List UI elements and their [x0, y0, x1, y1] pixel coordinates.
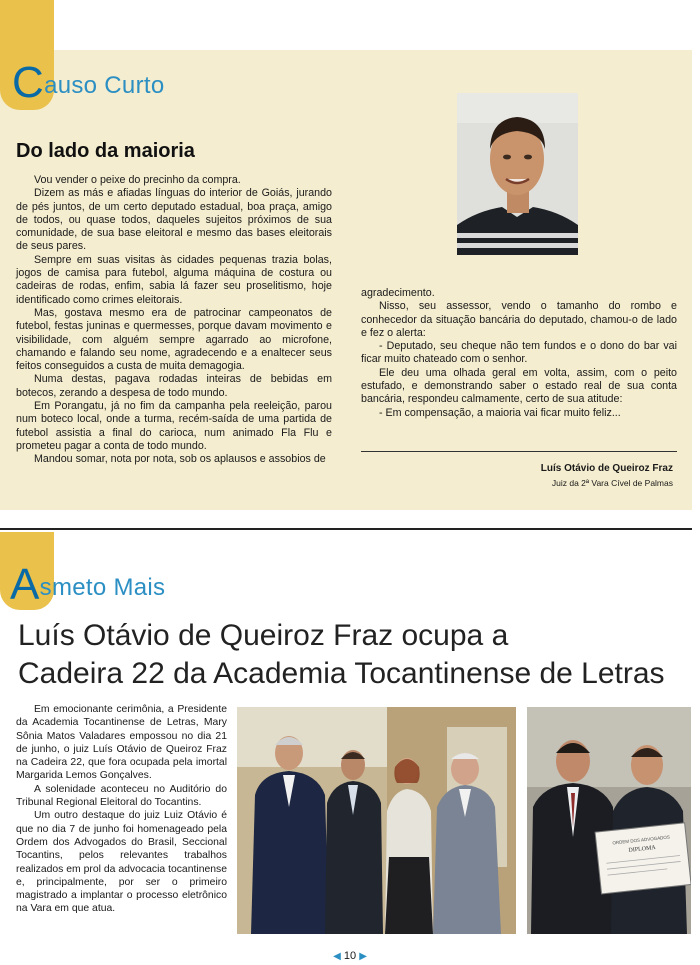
article-paragraph: Nisso, seu assessor, vendo o tamanho do rombo e conhecedor da situação bancária do deputado, chamou-o de lado e fez o alerta:: [361, 300, 677, 339]
previous-page-arrow-icon: ◀: [333, 951, 341, 962]
news-body: [16, 703, 227, 916]
news-paragraph: Um outro destaque do juiz Luiz Otávio é que no dia 7 de junho foi homenageado pela Ordem dos Advogados do Brasil, Seccional Tocantins, pelos relevantes trabalhos realizados em prol da advocacia tocantinense e, principalmente, por ser o primeiro magistrado a implantar o processo eletrônico na Vara em que atua.: [16, 810, 227, 915]
author-portrait-photo: [457, 93, 578, 255]
section-title-rest: smeto Mais: [39, 574, 166, 601]
article-paragraph: - Em compensação, a maioria vai ficar muito feliz...: [379, 406, 621, 419]
article-column-1: [16, 174, 332, 467]
article-paragraph: Mandou somar, nota por nota, sob os aplausos e assobios de: [34, 453, 326, 466]
section-divider: [0, 528, 692, 530]
article-paragraph: Sempre em suas visitas às cidades pequenas trazia bolas, jogos de camisa para futebol, alguma máquina de costura ou cadeiras de rodas, enfim, sabia lá fazer seu proselitismo, hoje identificado como crimes eleitorais.: [16, 253, 332, 306]
article-paragraph: Dizem as más e afiadas línguas do interior de Goiás, jurando de pés juntos, de um certo deputado estadual, boa praça, amigo de todos, ou quase todos, daqueles sujeitos próximos de sua comunidade, de sua base eleitoral e mesmo das bases eleitorais de seus pares.: [16, 187, 332, 253]
article-paragraph: - Deputado, seu cheque não tem fundos e o dono do bar vai ficar muito chateado com o senhor.: [361, 340, 677, 366]
news-headline: [18, 617, 688, 693]
diploma-heading: ORDEM DOS ADVOGADOS: [612, 834, 671, 846]
article-paragraph: Vou vender o peixe do precinho da compra.: [34, 174, 241, 186]
section-title-initial: C: [12, 58, 45, 107]
signature-divider: [361, 451, 677, 452]
article-headline: Do lado da maioria: [16, 140, 195, 162]
section-title-causo-curto: [12, 58, 164, 108]
article-paragraph: Ele deu uma olhada geral em volta, assim, com o peito estufado, e demonstrando saber o estado real de sua conta bancária, respondeu calmamente, certo de sua atitude:: [361, 366, 677, 406]
author-role: Juiz da 2ª Vara Cível de Palmas: [551, 478, 673, 488]
diploma-title: DIPLOMA: [628, 844, 657, 854]
article-paragraph: Em Porangatu, já no fim da campanha pela reeleição, parou num boteco local, onde a turma, recém-saída de uma partida de futebol assistia a final do carioca, num animado Fla Flu e prometeu pagar a conta de todo mundo.: [16, 400, 332, 452]
page-number-footer: [0, 950, 700, 962]
author-name: Luís Otávio de Queiroz Fraz: [540, 463, 673, 474]
news-headline-line: Cadeira 22 da Academia Tocantinense de Letras: [18, 657, 665, 690]
section-title-initial: A: [10, 560, 40, 609]
article-paragraph: Numa destas, pagava rodadas inteiras de bebidas em botecos, zerando a despesa de todo mundo.: [16, 373, 332, 399]
article-column-2: [361, 287, 677, 420]
section-title-asmeto-mais: [10, 560, 165, 610]
page-number: 10: [343, 950, 357, 962]
next-page-arrow-icon: ▶: [359, 951, 367, 962]
news-headline-line: Luís Otávio de Queiroz Fraz ocupa a: [18, 619, 509, 652]
section-title-rest: auso Curto: [44, 72, 165, 99]
ceremony-group-photo: [237, 707, 516, 934]
article-paragraph: agradecimento.: [361, 287, 435, 299]
article-paragraph: Mas, gostava mesmo era de patrocinar campeonatos de futebol, festas juninas e quermesses, porque davam movimento e visibilidade, com alguém sempre agarrado ao microfone, chamando e falando seu nome, agradecendo e a enaltecer seus feitos conseguidos a custa de muita demagogia.: [16, 306, 332, 373]
news-paragraph: A solenidade aconteceu no Auditório do Tribunal Regional Eleitoral do Tocantins.: [16, 783, 227, 809]
news-paragraph: Em emocionante cerimônia, a Presidente da Academia Tocantinense de Letras, Mary Sônia Matos Valadares empossou no dia 21 de junho, o juiz Luís Otávio de Queiroz Fraz na Cadeira 22, que fora ocupada pela imortal Margarida Lemos Gonçalves.: [16, 704, 227, 782]
diploma-photo: [527, 707, 691, 934]
